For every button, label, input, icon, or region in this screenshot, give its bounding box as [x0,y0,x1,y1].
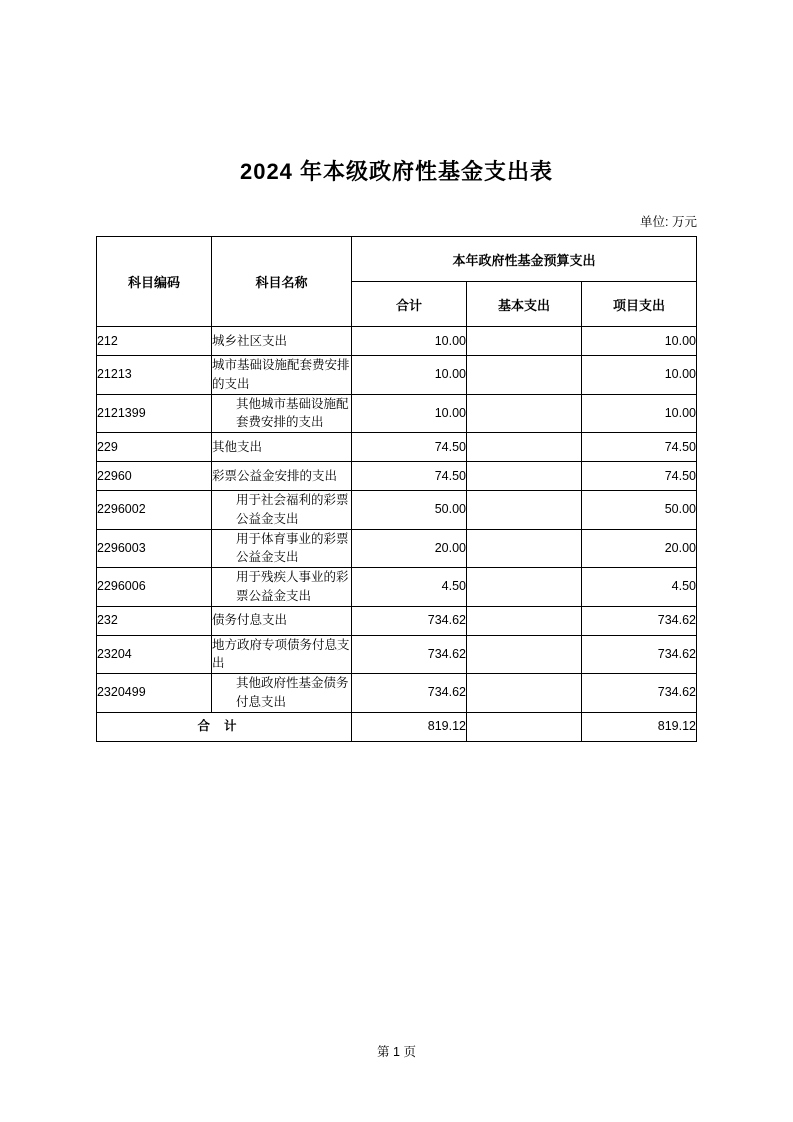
cell-basic [466,712,581,741]
table-row [96,491,696,530]
cell-basic [466,674,581,713]
cell-project: 10.00 [581,356,696,395]
cell-basic [466,327,581,356]
cell-project: 734.62 [581,674,696,713]
cell-code: 229 [96,433,211,462]
table-row [96,356,696,395]
cell-total: 734.62 [351,635,466,674]
column-header-project: 项目支出 [581,282,696,327]
cell-name: 其他政府性基金债务付息支出 [211,674,351,713]
cell-total: 20.00 [351,529,466,568]
cell-total: 74.50 [351,433,466,462]
cell-project: 50.00 [581,491,696,530]
column-header-basic: 基本支出 [466,282,581,327]
cell-project: 4.50 [581,568,696,607]
table-header [96,237,696,327]
cell-project: 734.62 [581,606,696,635]
cell-project: 10.00 [581,327,696,356]
cell-total: 50.00 [351,491,466,530]
cell-name: 用于体育事业的彩票公益金支出 [211,529,351,568]
cell-project: 74.50 [581,462,696,491]
cell-name: 债务付息支出 [211,606,351,635]
cell-code: 2296006 [96,568,211,607]
table-row [96,462,696,491]
page-title: 2024 年本级政府性基金支出表 [239,159,554,184]
cell-basic [466,491,581,530]
cell-basic [466,529,581,568]
cell-name: 用于残疾人事业的彩票公益金支出 [211,568,351,607]
cell-code: 2296003 [96,529,211,568]
cell-project: 734.62 [581,635,696,674]
cell-code: 212 [96,327,211,356]
cell-code: 22960 [96,462,211,491]
table-row [96,529,696,568]
cell-total: 10.00 [351,394,466,433]
cell-basic [466,433,581,462]
cell-basic [466,568,581,607]
table-row [96,433,696,462]
cell-total: 734.62 [351,674,466,713]
cell-project: 74.50 [581,433,696,462]
cell-total: 74.50 [351,462,466,491]
table-row [96,606,696,635]
table-row [96,674,696,713]
cell-name: 其他支出 [211,433,351,462]
unit-note: 单位: 万元 [640,215,697,229]
cell-code: 23204 [96,635,211,674]
cell-project: 819.12 [581,712,696,741]
cell-name: 用于社会福利的彩票公益金支出 [211,491,351,530]
table-row [96,635,696,674]
cell-name: 其他城市基础设施配套费安排的支出 [211,394,351,433]
cell-total: 734.62 [351,606,466,635]
cell-name: 地方政府专项债务付息支出 [211,635,351,674]
budget-expenditure-table [96,236,697,742]
cell-basic [466,462,581,491]
table-total-row [96,712,696,741]
cell-basic [466,394,581,433]
cell-code: 2296002 [96,491,211,530]
table-row [96,568,696,607]
cell-total-label: 合计 [96,712,351,741]
cell-code: 2121399 [96,394,211,433]
column-header-code: 科目编码 [96,237,211,327]
cell-total: 10.00 [351,356,466,395]
cell-total: 819.12 [351,712,466,741]
cell-name: 彩票公益金安排的支出 [211,462,351,491]
table-row [96,327,696,356]
cell-code: 2320499 [96,674,211,713]
table-body [96,327,696,742]
cell-basic [466,635,581,674]
table-row [96,394,696,433]
cell-name: 城乡社区支出 [211,327,351,356]
cell-code: 21213 [96,356,211,395]
cell-basic [466,356,581,395]
column-header-name: 科目名称 [211,237,351,327]
cell-project: 10.00 [581,394,696,433]
cell-code: 232 [96,606,211,635]
cell-total: 4.50 [351,568,466,607]
cell-basic [466,606,581,635]
page-footer: 第 1 页 [377,1045,416,1059]
cell-total: 10.00 [351,327,466,356]
cell-project: 20.00 [581,529,696,568]
column-group-header-budget: 本年政府性基金预算支出 [351,237,696,282]
cell-name: 城市基础设施配套费安排的支出 [211,356,351,395]
column-header-total: 合计 [351,282,466,327]
